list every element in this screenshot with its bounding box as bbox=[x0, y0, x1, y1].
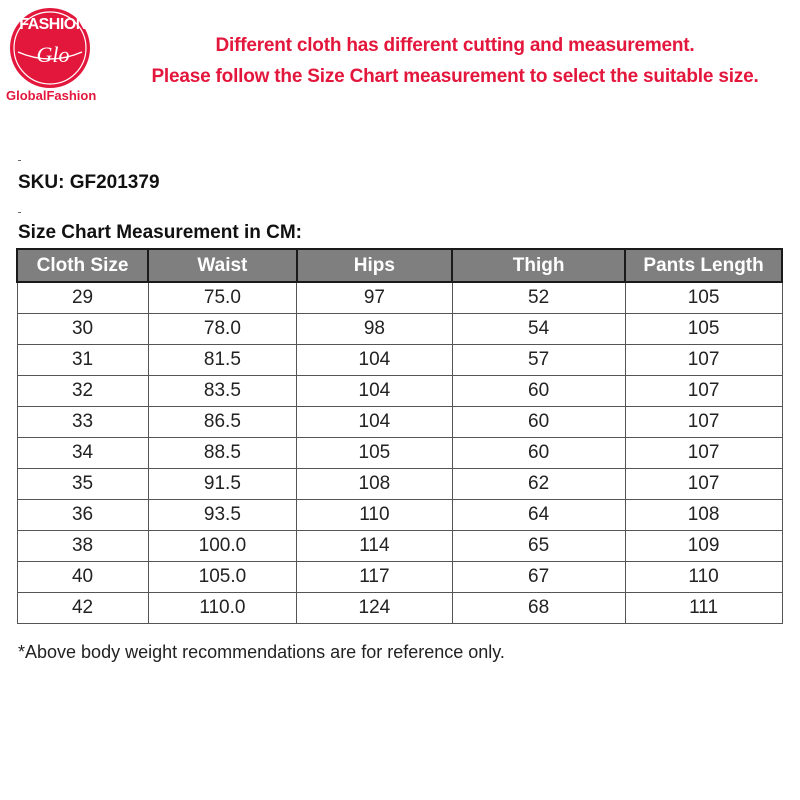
table-row bbox=[17, 345, 782, 376]
table-cell: 42 bbox=[17, 593, 148, 624]
table-cell: 97 bbox=[297, 282, 452, 314]
table-cell: 54 bbox=[452, 314, 625, 345]
table-cell: 88.5 bbox=[148, 438, 297, 469]
table-row bbox=[17, 314, 782, 345]
table-cell: 111 bbox=[625, 593, 782, 624]
size-chart-table bbox=[16, 248, 783, 624]
table-row bbox=[17, 469, 782, 500]
table-cell: 124 bbox=[297, 593, 452, 624]
table-row bbox=[17, 282, 782, 314]
table-cell: 38 bbox=[17, 531, 148, 562]
table-cell: 33 bbox=[17, 407, 148, 438]
table-cell: 62 bbox=[452, 469, 625, 500]
reference-footnote: *Above body weight recommendations are for reference only. bbox=[18, 642, 505, 662]
table-cell: 114 bbox=[297, 531, 452, 562]
table-cell: 107 bbox=[625, 469, 782, 500]
table-cell: 117 bbox=[297, 562, 452, 593]
table-cell: 75.0 bbox=[148, 282, 297, 314]
notice-line-2: Please follow the Size Chart measurement to select the suitable size. bbox=[151, 66, 759, 87]
table-cell: 104 bbox=[297, 345, 452, 376]
divider-mark bbox=[18, 160, 21, 161]
divider-mark bbox=[18, 212, 21, 213]
brand-name: GlobalFashion bbox=[6, 88, 97, 103]
table-cell: 32 bbox=[17, 376, 148, 407]
column-header: Pants Length bbox=[625, 249, 782, 282]
table-cell: 104 bbox=[297, 407, 452, 438]
table-cell: 109 bbox=[625, 531, 782, 562]
table-row bbox=[17, 500, 782, 531]
size-notice bbox=[110, 30, 800, 92]
table-cell: 110 bbox=[297, 500, 452, 531]
table-cell: 107 bbox=[625, 407, 782, 438]
table-cell: 105 bbox=[625, 314, 782, 345]
table-cell: 107 bbox=[625, 345, 782, 376]
table-cell: 40 bbox=[17, 562, 148, 593]
table-cell: 29 bbox=[17, 282, 148, 314]
table-cell: 98 bbox=[297, 314, 452, 345]
table-cell: 31 bbox=[17, 345, 148, 376]
column-header: Cloth Size bbox=[17, 249, 148, 282]
sku-label: SKU: GF201379 bbox=[18, 172, 160, 193]
column-header: Thigh bbox=[452, 249, 625, 282]
table-cell: 105 bbox=[297, 438, 452, 469]
brand-logo bbox=[6, 6, 110, 102]
table-row bbox=[17, 562, 782, 593]
table-header-row bbox=[17, 249, 782, 282]
table-cell: 105 bbox=[625, 282, 782, 314]
table-row bbox=[17, 531, 782, 562]
table-cell: 100.0 bbox=[148, 531, 297, 562]
table-cell: 36 bbox=[17, 500, 148, 531]
table-cell: 107 bbox=[625, 438, 782, 469]
table-row bbox=[17, 438, 782, 469]
table-row bbox=[17, 593, 782, 624]
notice-line-1: Different cloth has different cutting and measurement. bbox=[215, 35, 695, 56]
column-header: Hips bbox=[297, 249, 452, 282]
table-cell: 86.5 bbox=[148, 407, 297, 438]
table-row bbox=[17, 376, 782, 407]
table-cell: 110 bbox=[625, 562, 782, 593]
table-cell: 60 bbox=[452, 376, 625, 407]
table-cell: 91.5 bbox=[148, 469, 297, 500]
table-cell: 64 bbox=[452, 500, 625, 531]
table-cell: 68 bbox=[452, 593, 625, 624]
table-cell: 60 bbox=[452, 438, 625, 469]
table-cell: 81.5 bbox=[148, 345, 297, 376]
table-cell: 57 bbox=[452, 345, 625, 376]
table-cell: 30 bbox=[17, 314, 148, 345]
column-header: Waist bbox=[148, 249, 297, 282]
table-cell: 104 bbox=[297, 376, 452, 407]
table-cell: 78.0 bbox=[148, 314, 297, 345]
table-cell: 52 bbox=[452, 282, 625, 314]
table-row bbox=[17, 407, 782, 438]
table-cell: 108 bbox=[297, 469, 452, 500]
table-cell: 65 bbox=[452, 531, 625, 562]
table-cell: 93.5 bbox=[148, 500, 297, 531]
table-cell: 83.5 bbox=[148, 376, 297, 407]
table-cell: 105.0 bbox=[148, 562, 297, 593]
table-cell: 107 bbox=[625, 376, 782, 407]
logo-top-text: FASHION bbox=[19, 16, 87, 33]
table-cell: 110.0 bbox=[148, 593, 297, 624]
table-cell: 108 bbox=[625, 500, 782, 531]
table-cell: 60 bbox=[452, 407, 625, 438]
table-cell: 35 bbox=[17, 469, 148, 500]
table-cell: 67 bbox=[452, 562, 625, 593]
size-chart-title: Size Chart Measurement in CM: bbox=[18, 222, 302, 243]
logo-script-text: Glo bbox=[36, 42, 70, 67]
table-cell: 34 bbox=[17, 438, 148, 469]
